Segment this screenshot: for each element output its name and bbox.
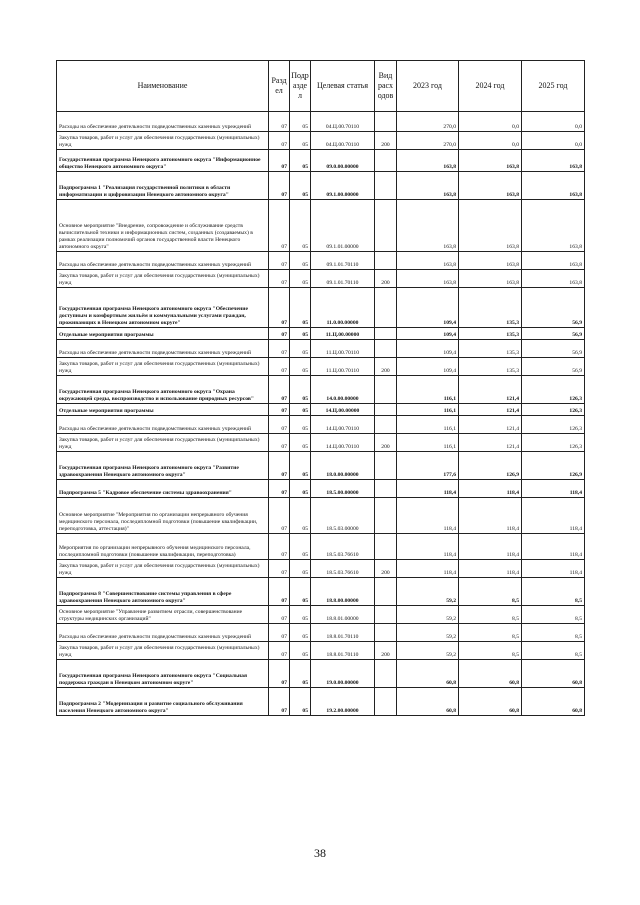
cell-2023: 163,8 <box>397 172 459 200</box>
cell-2024: 118,4 <box>459 534 522 560</box>
cell-subsection: 05 <box>290 606 311 624</box>
cell-section: 07 <box>269 112 290 132</box>
cell-section: 07 <box>269 660 290 688</box>
cell-subsection: 05 <box>290 172 311 200</box>
cell-name: Государственная программа Ненецкого автономного округа "Обеспечение доступным и комфортным жильём и коммунальными услугами граждан, проживающих в Ненецком автономном округе" <box>57 288 269 328</box>
cell-2024: 8,5 <box>459 606 522 624</box>
cell-target-article: 19.2.00.00000 <box>311 688 375 716</box>
table-row <box>57 480 585 498</box>
cell-target-article: 09.1.01.70110 <box>311 270 375 288</box>
cell-section: 07 <box>269 452 290 480</box>
cell-2024: 121,4 <box>459 434 522 452</box>
cell-2023: 59,2 <box>397 642 459 660</box>
cell-expense-type: 200 <box>375 560 397 578</box>
cell-section: 07 <box>269 200 290 252</box>
table-header-row <box>57 61 585 112</box>
cell-subsection: 05 <box>290 624 311 642</box>
table-row <box>57 560 585 578</box>
cell-2024: 8,5 <box>459 642 522 660</box>
cell-expense-type <box>375 150 397 172</box>
cell-name: Мероприятия по организации непрерывного обучения медицинского персонала, последипломной подготовки (повышение квалификации, переподготовка) <box>57 534 269 560</box>
cell-subsection: 05 <box>290 358 311 376</box>
cell-2023: 270,0 <box>397 132 459 150</box>
cell-target-article: 11.Ц.00.00000 <box>311 328 375 340</box>
cell-2025: 60,8 <box>522 688 585 716</box>
cell-2023: 163,8 <box>397 252 459 270</box>
cell-section: 07 <box>269 270 290 288</box>
cell-name: Подпрограмма 2 "Модернизация и развитие социального обслуживания населения Ненецкого автономного округа" <box>57 688 269 716</box>
cell-expense-type <box>375 340 397 358</box>
cell-expense-type <box>375 578 397 606</box>
cell-section: 07 <box>269 624 290 642</box>
cell-2024: 126,9 <box>459 452 522 480</box>
cell-name: Расходы на обеспечение деятельности подведомственных казенных учреждений <box>57 112 269 132</box>
cell-2024: 135,3 <box>459 358 522 376</box>
header-year-2024: 2024 год <box>459 61 522 112</box>
cell-name: Государственная программа Ненецкого автономного округа "Охрана окружающей среды, воспроизводство и использование природных ресурсов" <box>57 376 269 404</box>
cell-expense-type <box>375 112 397 132</box>
cell-name: Государственная программа Ненецкого автономного округа "Информационное общество Ненецкого автономного округа" <box>57 150 269 172</box>
cell-2025: 118,4 <box>522 480 585 498</box>
cell-target-article: 18.8.01.70110 <box>311 642 375 660</box>
cell-2025: 8,5 <box>522 578 585 606</box>
cell-2023: 118,4 <box>397 534 459 560</box>
cell-section: 07 <box>269 132 290 150</box>
table-row <box>57 578 585 606</box>
cell-2025: 56,9 <box>522 288 585 328</box>
cell-2024: 8,5 <box>459 624 522 642</box>
cell-2025: 126,3 <box>522 416 585 434</box>
cell-name: Государственная программа Ненецкого автономного округа "Социальная поддержка граждан в Ненецком автономном округе" <box>57 660 269 688</box>
cell-2024: 163,8 <box>459 200 522 252</box>
cell-2025: 126,3 <box>522 376 585 404</box>
cell-2023: 60,8 <box>397 688 459 716</box>
cell-subsection: 05 <box>290 270 311 288</box>
cell-section: 07 <box>269 358 290 376</box>
cell-expense-type <box>375 452 397 480</box>
cell-name: Подпрограмма 8 "Совершенствование системы управления в сфере здравоохранения Ненецкого автономного округа" <box>57 578 269 606</box>
cell-subsection: 05 <box>290 434 311 452</box>
cell-target-article: 18.0.00.00000 <box>311 452 375 480</box>
cell-subsection: 05 <box>290 132 311 150</box>
cell-expense-type <box>375 252 397 270</box>
table-row <box>57 200 585 252</box>
cell-name: Основное мероприятие "Внедрение, сопровождение и обслуживание средств вычислительной техники и информационных систем, созданных (создаваемых) в рамках реализации полномочий органов государственной власти Ненецкого автономного округа" <box>57 200 269 252</box>
cell-2023: 116,1 <box>397 404 459 416</box>
cell-2025: 0,0 <box>522 132 585 150</box>
table-row <box>57 376 585 404</box>
cell-2023: 118,4 <box>397 560 459 578</box>
cell-2023: 118,4 <box>397 498 459 534</box>
cell-2024: 135,3 <box>459 328 522 340</box>
cell-2023: 116,1 <box>397 416 459 434</box>
cell-section: 07 <box>269 416 290 434</box>
table-row <box>57 358 585 376</box>
cell-2025: 163,8 <box>522 270 585 288</box>
cell-2025: 56,9 <box>522 358 585 376</box>
cell-2023: 109,4 <box>397 340 459 358</box>
cell-expense-type: 200 <box>375 642 397 660</box>
table-row <box>57 534 585 560</box>
cell-section: 07 <box>269 150 290 172</box>
cell-subsection: 05 <box>290 340 311 358</box>
table-row <box>57 132 585 150</box>
cell-2024: 8,5 <box>459 578 522 606</box>
cell-subsection: 05 <box>290 452 311 480</box>
cell-target-article: 11.0.00.00000 <box>311 288 375 328</box>
table-row <box>57 416 585 434</box>
table-row <box>57 660 585 688</box>
table-row <box>57 642 585 660</box>
header-expense-type: Вид расх одов <box>375 61 397 112</box>
cell-name: Закупка товаров, работ и услуг для обеспечения государственных (муниципальных) нужд <box>57 434 269 452</box>
cell-section: 07 <box>269 376 290 404</box>
cell-2023: 59,2 <box>397 606 459 624</box>
header-section: Разд ел <box>269 61 290 112</box>
cell-target-article: 18.5.03.76610 <box>311 534 375 560</box>
cell-2023: 163,8 <box>397 150 459 172</box>
cell-2023: 59,2 <box>397 624 459 642</box>
header-year-2025: 2025 год <box>522 61 585 112</box>
cell-target-article: 18.8.01.70110 <box>311 624 375 642</box>
cell-2024: 60,8 <box>459 688 522 716</box>
cell-target-article: 14.Ц.00.00000 <box>311 404 375 416</box>
cell-expense-type <box>375 660 397 688</box>
cell-2023: 270,0 <box>397 112 459 132</box>
cell-expense-type <box>375 376 397 404</box>
table-row <box>57 606 585 624</box>
table-row <box>57 498 585 534</box>
cell-expense-type <box>375 498 397 534</box>
cell-name: Закупка товаров, работ и услуг для обеспечения государственных (муниципальных) нужд <box>57 642 269 660</box>
cell-target-article: 18.5.03.76610 <box>311 560 375 578</box>
cell-section: 07 <box>269 578 290 606</box>
cell-2024: 121,4 <box>459 404 522 416</box>
cell-expense-type <box>375 404 397 416</box>
table-row <box>57 340 585 358</box>
cell-subsection: 05 <box>290 480 311 498</box>
cell-section: 07 <box>269 172 290 200</box>
cell-expense-type <box>375 200 397 252</box>
cell-2025: 60,8 <box>522 660 585 688</box>
cell-2024: 163,8 <box>459 252 522 270</box>
cell-name: Отдельные мероприятия программы <box>57 404 269 416</box>
cell-target-article: 14.0.00.00000 <box>311 376 375 404</box>
cell-name: Подпрограмма 1 "Реализация государственной политики в области информатизации и цифровизации Ненецкого автономного округа" <box>57 172 269 200</box>
cell-expense-type <box>375 688 397 716</box>
cell-subsection: 05 <box>290 112 311 132</box>
cell-2023: 116,1 <box>397 434 459 452</box>
cell-2023: 163,8 <box>397 270 459 288</box>
cell-target-article: 09.1.00.00000 <box>311 172 375 200</box>
cell-name: Государственная программа Ненецкого автономного округа "Развитие здравоохранения Ненецкого автономного округа" <box>57 452 269 480</box>
cell-2025: 56,9 <box>522 328 585 340</box>
cell-2024: 135,3 <box>459 288 522 328</box>
header-subsection: Подр азде л <box>290 61 311 112</box>
cell-2025: 118,4 <box>522 560 585 578</box>
cell-2024: 0,0 <box>459 132 522 150</box>
cell-2023: 109,4 <box>397 328 459 340</box>
cell-2023: 60,8 <box>397 660 459 688</box>
cell-target-article: 18.8.00.00000 <box>311 578 375 606</box>
cell-2024: 118,4 <box>459 480 522 498</box>
cell-2023: 116,1 <box>397 376 459 404</box>
cell-section: 07 <box>269 688 290 716</box>
cell-section: 07 <box>269 434 290 452</box>
cell-subsection: 05 <box>290 404 311 416</box>
cell-2023: 163,8 <box>397 200 459 252</box>
cell-name: Расходы на обеспечение деятельности подведомственных казенных учреждений <box>57 252 269 270</box>
cell-section: 07 <box>269 642 290 660</box>
cell-name: Расходы на обеспечение деятельности подведомственных казенных учреждений <box>57 340 269 358</box>
cell-2025: 126,3 <box>522 434 585 452</box>
cell-name: Расходы на обеспечение деятельности подведомственных казенных учреждений <box>57 416 269 434</box>
cell-name: Основное мероприятие "Управление развитием отрасли, совершенствование структуры медицинских организаций" <box>57 606 269 624</box>
table-row <box>57 328 585 340</box>
cell-subsection: 05 <box>290 534 311 560</box>
cell-2024: 118,4 <box>459 560 522 578</box>
cell-2025: 8,5 <box>522 624 585 642</box>
cell-subsection: 05 <box>290 328 311 340</box>
cell-name: Основное мероприятие "Мероприятия по организации непрерывного обучения медицинского персонала, последипломной подготовки (повышение квалификации, переподготовка, аттестация)" <box>57 498 269 534</box>
cell-2025: 163,8 <box>522 172 585 200</box>
cell-target-article: 14.Ц.00.70110 <box>311 434 375 452</box>
cell-2025: 163,8 <box>522 252 585 270</box>
cell-section: 07 <box>269 498 290 534</box>
cell-subsection: 05 <box>290 642 311 660</box>
table-row <box>57 288 585 328</box>
cell-name: Подпрограмма 5 "Кадровое обеспечение системы здравоохранения" <box>57 480 269 498</box>
cell-name: Закупка товаров, работ и услуг для обеспечения государственных (муниципальных) нужд <box>57 560 269 578</box>
cell-section: 07 <box>269 560 290 578</box>
table-row <box>57 452 585 480</box>
table-row <box>57 404 585 416</box>
cell-expense-type <box>375 534 397 560</box>
cell-expense-type <box>375 480 397 498</box>
cell-2025: 118,4 <box>522 498 585 534</box>
cell-subsection: 05 <box>290 416 311 434</box>
budget-table <box>56 60 585 716</box>
table-row <box>57 172 585 200</box>
cell-2025: 126,9 <box>522 452 585 480</box>
cell-subsection: 05 <box>290 578 311 606</box>
cell-2025: 118,4 <box>522 534 585 560</box>
cell-section: 07 <box>269 606 290 624</box>
cell-target-article: 18.5.03.00000 <box>311 498 375 534</box>
cell-subsection: 05 <box>290 498 311 534</box>
cell-target-article: 04.Ц.00.70110 <box>311 112 375 132</box>
cell-section: 07 <box>269 404 290 416</box>
table-row <box>57 112 585 132</box>
table-row <box>57 688 585 716</box>
cell-2023: 177,6 <box>397 452 459 480</box>
cell-target-article: 18.5.00.00000 <box>311 480 375 498</box>
cell-subsection: 05 <box>290 376 311 404</box>
cell-name: Закупка товаров, работ и услуг для обеспечения государственных (муниципальных) нужд <box>57 132 269 150</box>
cell-2024: 0,0 <box>459 112 522 132</box>
cell-2024: 121,4 <box>459 376 522 404</box>
cell-name: Закупка товаров, работ и услуг для обеспечения государственных (муниципальных) нужд <box>57 270 269 288</box>
cell-expense-type <box>375 624 397 642</box>
cell-2023: 109,4 <box>397 288 459 328</box>
cell-subsection: 05 <box>290 688 311 716</box>
cell-expense-type <box>375 288 397 328</box>
header-name: Наименование <box>57 61 269 112</box>
cell-2025: 163,8 <box>522 200 585 252</box>
cell-subsection: 05 <box>290 252 311 270</box>
table-row <box>57 150 585 172</box>
cell-section: 07 <box>269 480 290 498</box>
cell-expense-type <box>375 328 397 340</box>
cell-2024: 163,8 <box>459 150 522 172</box>
cell-2024: 60,8 <box>459 660 522 688</box>
table-row <box>57 434 585 452</box>
cell-section: 07 <box>269 328 290 340</box>
cell-name: Расходы на обеспечение деятельности подведомственных казенных учреждений <box>57 624 269 642</box>
table-row <box>57 624 585 642</box>
cell-section: 07 <box>269 288 290 328</box>
cell-section: 07 <box>269 534 290 560</box>
cell-target-article: 04.Ц.00.70110 <box>311 132 375 150</box>
cell-name: Отдельные мероприятия программы <box>57 328 269 340</box>
cell-2025: 8,5 <box>522 642 585 660</box>
cell-target-article: 11.Ц.00.70110 <box>311 358 375 376</box>
cell-name: Закупка товаров, работ и услуг для обеспечения государственных (муниципальных) нужд <box>57 358 269 376</box>
cell-subsection: 05 <box>290 200 311 252</box>
cell-section: 07 <box>269 252 290 270</box>
cell-2024: 163,8 <box>459 270 522 288</box>
cell-expense-type <box>375 606 397 624</box>
cell-target-article: 11.Ц.00.70110 <box>311 340 375 358</box>
cell-target-article: 19.0.00.00000 <box>311 660 375 688</box>
table-row <box>57 270 585 288</box>
cell-subsection: 05 <box>290 288 311 328</box>
cell-target-article: 18.8.01.00000 <box>311 606 375 624</box>
cell-2024: 163,8 <box>459 172 522 200</box>
cell-expense-type: 200 <box>375 434 397 452</box>
cell-subsection: 05 <box>290 660 311 688</box>
cell-2025: 0,0 <box>522 112 585 132</box>
cell-target-article: 09.0.00.00000 <box>311 150 375 172</box>
cell-2023: 59,2 <box>397 578 459 606</box>
cell-2025: 56,9 <box>522 340 585 358</box>
cell-subsection: 05 <box>290 150 311 172</box>
cell-2024: 135,3 <box>459 340 522 358</box>
cell-2024: 121,4 <box>459 416 522 434</box>
cell-target-article: 09.1.01.70110 <box>311 252 375 270</box>
page-number: 38 <box>314 846 326 860</box>
cell-2025: 163,8 <box>522 150 585 172</box>
cell-section: 07 <box>269 340 290 358</box>
cell-2023: 109,4 <box>397 358 459 376</box>
cell-subsection: 05 <box>290 560 311 578</box>
cell-expense-type <box>375 172 397 200</box>
table-row <box>57 252 585 270</box>
header-year-2023: 2023 год <box>397 61 459 112</box>
cell-expense-type: 200 <box>375 270 397 288</box>
cell-2025: 8,5 <box>522 606 585 624</box>
cell-2025: 126,3 <box>522 404 585 416</box>
cell-expense-type: 200 <box>375 358 397 376</box>
cell-2024: 118,4 <box>459 498 522 534</box>
cell-target-article: 09.1.01.00000 <box>311 200 375 252</box>
cell-expense-type: 200 <box>375 132 397 150</box>
header-target-article: Целевая статья <box>311 61 375 112</box>
cell-target-article: 14.Ц.00.70110 <box>311 416 375 434</box>
cell-2023: 118,4 <box>397 480 459 498</box>
cell-expense-type <box>375 416 397 434</box>
